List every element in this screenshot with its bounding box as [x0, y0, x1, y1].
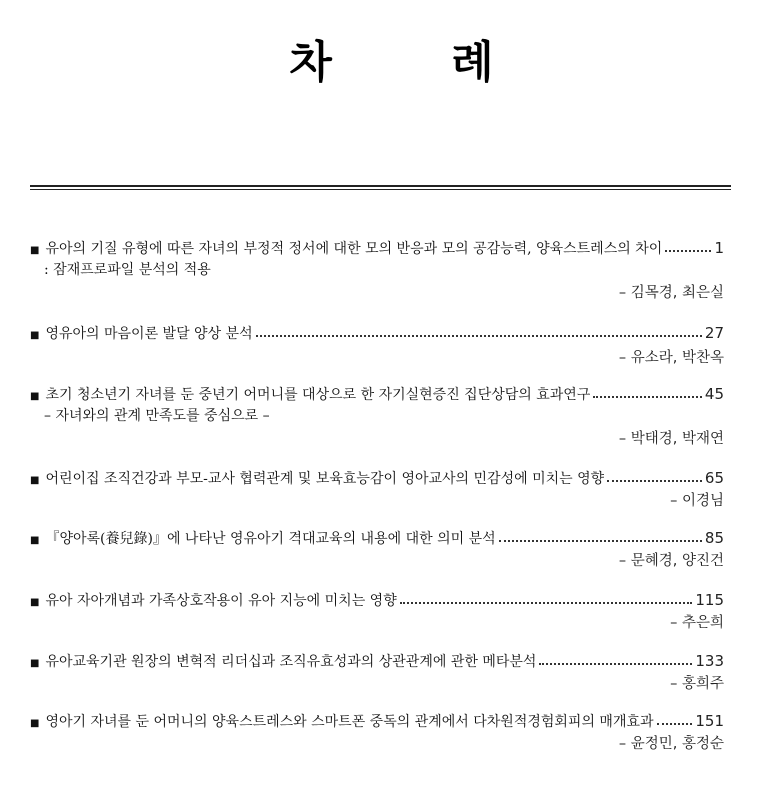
toc-entry[interactable] [30, 237, 724, 305]
bullet-icon: ■ [30, 535, 40, 546]
entry-subtitle: – 자녀와의 관계 만족도를 중심으로 – [44, 408, 270, 424]
entry-authors: – 이경님 [670, 493, 724, 509]
toc-entry[interactable] [30, 589, 724, 635]
entry-title: 영유아의 마음이론 발달 양상 분석 [45, 326, 253, 342]
title-divider-thin [30, 189, 731, 190]
entry-title: 유아 자아개념과 가족상호작용이 유아 지능에 미치는 영향 [45, 593, 397, 609]
entry-title: 『양아록(養兒錄)』에 나타난 영유아기 격대교육의 내용에 대한 의미 분석 [45, 531, 496, 547]
entry-title: 어린이집 조직건강과 부모-교사 협력관계 및 보육효능감이 영아교사의 민감성에 미치는 영향 [45, 471, 605, 487]
bullet-icon: ■ [30, 391, 40, 402]
page-title: 차 례 [289, 37, 546, 88]
entry-authors: – 윤정민, 홍정순 [618, 736, 724, 752]
entry-authors: – 김목경, 최은실 [618, 285, 724, 301]
entry-authors: – 박태경, 박재연 [618, 431, 724, 447]
entry-title: 유아의 기질 유형에 따른 자녀의 부정적 정서에 대한 모의 반응과 모의 공감능력, 양육스트레스의 차이 [45, 241, 663, 257]
entry-subtitle: : 잠재프로파일 분석의 적용 [44, 262, 211, 278]
dot-leader [607, 480, 702, 482]
page-number: 27 [704, 324, 724, 342]
dot-leader [539, 663, 692, 665]
bullet-icon: ■ [30, 330, 40, 341]
bullet-icon: ■ [30, 475, 40, 486]
dot-leader [256, 335, 702, 337]
bullet-icon: ■ [30, 245, 40, 256]
entry-authors: – 문혜경, 양진건 [618, 553, 724, 569]
dot-leader [665, 250, 711, 252]
toc-entry[interactable] [30, 467, 724, 513]
toc-entry[interactable] [30, 383, 724, 451]
page-number: 65 [704, 469, 724, 487]
entry-title: 영아기 자녀를 둔 어머니의 양육스트레스와 스마트폰 중독의 관계에서 다차원적경험회피의 매개효과 [45, 714, 654, 730]
toc-entry[interactable] [30, 710, 724, 756]
page-number: 85 [704, 529, 724, 547]
page-number: 151 [695, 712, 724, 730]
entry-authors: – 추은희 [670, 615, 724, 631]
bullet-icon: ■ [30, 718, 40, 729]
bullet-icon: ■ [30, 597, 40, 608]
dot-leader [499, 540, 702, 542]
page-number: 133 [695, 652, 724, 670]
dot-leader [657, 723, 693, 725]
entry-authors: – 홍희주 [670, 676, 724, 692]
dot-leader [400, 602, 693, 604]
entry-authors: – 유소라, 박찬옥 [618, 350, 724, 366]
toc-entry[interactable] [30, 527, 724, 573]
bullet-icon: ■ [30, 658, 40, 669]
page-number: 1 [714, 239, 724, 257]
entry-title: 유아교육기관 원장의 변혁적 리더십과 조직유효성과의 상관관계에 관한 메타분석 [45, 654, 537, 670]
title-divider-thick [30, 185, 731, 187]
entry-title: 초기 청소년기 자녀를 둔 중년기 어머니를 대상으로 한 자기실현증진 집단상담의 효과연구 [45, 387, 591, 403]
toc-entry[interactable] [30, 650, 724, 696]
page-number: 115 [695, 591, 724, 609]
toc-entry[interactable] [30, 322, 724, 370]
dot-leader [593, 396, 702, 398]
page-number: 45 [704, 385, 724, 403]
